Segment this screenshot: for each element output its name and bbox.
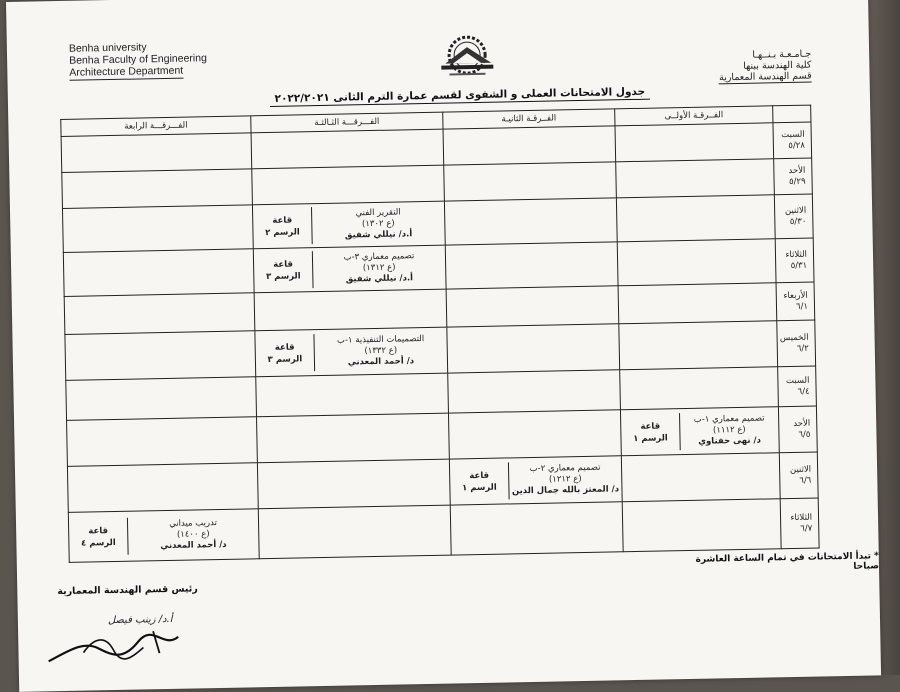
day-cell — [778, 366, 817, 407]
arabic-header — [719, 49, 812, 85]
empty-cell — [446, 286, 619, 327]
empty-cell — [61, 133, 252, 173]
empty-cell — [619, 321, 778, 370]
exam-cell — [255, 327, 448, 377]
empty-cell — [618, 283, 777, 324]
day-name: الأحد — [788, 165, 806, 176]
empty-cell — [252, 165, 445, 205]
day-date: ٦/٢ — [796, 343, 809, 354]
exam-cell — [68, 509, 259, 563]
room-label: قاعة الرسم ١ — [450, 462, 510, 500]
room-label: قاعة الرسم ٢ — [253, 207, 313, 245]
course-name: التقرير الفني — [355, 207, 401, 219]
day-name: الثلاثاء — [790, 512, 813, 523]
course-code: (ع ١٣٣٢) — [364, 345, 398, 357]
empty-cell — [66, 377, 257, 421]
day-cell — [774, 194, 813, 239]
course-name: تدريب ميداني — [169, 518, 218, 529]
empty-cell — [622, 499, 781, 552]
schedule-sheet — [6, 0, 881, 692]
university-name-ar: جـامـعـة بـنــهـا — [752, 48, 812, 61]
column-fourth-year: الفـــرقـــة الرابعة — [61, 116, 251, 137]
empty-cell — [448, 410, 621, 459]
exam-schedule-table — [60, 105, 819, 563]
examiner-name: أ.د/ نيللي شفيق — [344, 229, 413, 241]
day-cell — [773, 122, 812, 159]
empty-cell — [445, 242, 618, 289]
exam-cell — [449, 456, 622, 505]
day-cell — [775, 238, 814, 283]
day-date: ٦/٥ — [798, 429, 811, 440]
column-first-year: الفــرقـة الأولــى — [615, 106, 773, 126]
university-name: Benha university — [68, 41, 147, 55]
day-cell — [779, 452, 818, 499]
empty-cell — [447, 324, 620, 373]
course-name: التصميمات التنفيذية ١-ب — [336, 334, 425, 346]
course-name: تصميم معماري ١-ب — [693, 413, 765, 425]
empty-cell — [65, 331, 256, 381]
day-header — [773, 105, 811, 123]
day-cell — [774, 158, 813, 195]
department-head-title: رئيس قسم الهندسة المعمارية — [57, 583, 198, 598]
column-second-year: الفــرقـة الثانيـة — [443, 109, 615, 129]
examiner-name: د/ المعتز بالله جمال الدين — [511, 484, 620, 497]
empty-cell — [450, 502, 623, 555]
room-label: قاعة الرسم ٤ — [69, 518, 129, 556]
course-code: (ع ١٤٠٠) — [176, 529, 210, 540]
department-name-ar: قسم الهندسة المعمارية — [718, 70, 812, 84]
empty-cell — [251, 129, 444, 169]
day-date: ٥/٣١ — [790, 260, 808, 271]
room-label: قاعة الرسم ٣ — [255, 334, 315, 372]
day-name: الأحد — [793, 418, 811, 429]
exam-cell — [253, 245, 446, 293]
day-name: الثلاثاء — [785, 249, 808, 260]
exam-cell — [252, 201, 445, 249]
day-cell — [778, 406, 817, 453]
examiner-name: د/ نهى حفناوي — [698, 435, 762, 447]
day-cell — [776, 282, 815, 321]
empty-cell — [444, 162, 617, 201]
empty-cell — [67, 463, 258, 513]
examiner-name: د/ أحمد المعدني — [347, 356, 415, 368]
empty-cell — [67, 417, 258, 467]
day-name: الخميس — [779, 332, 809, 343]
course-name: تصميم معماري ٣-ب — [343, 251, 415, 263]
examiner-name: د/ أحمد المعدني — [160, 539, 227, 552]
handwritten-signature-icon — [43, 619, 184, 672]
faculty-name: Benha Faculty of Engineering — [69, 52, 207, 67]
page-title: جدول الامتحانات العملى و الشفوى لقسم عمارة الترم الثانى ٢٠٢٢/٢٠٢١ — [270, 86, 650, 107]
day-name: السبت — [785, 375, 810, 386]
faculty-logo-icon — [435, 33, 500, 82]
exam-start-note: * تبدأ الامتحانات في تمام الساعة العاشرة صباحا — [695, 551, 880, 572]
course-name: تصميم معماري ٢-ب — [529, 462, 601, 475]
day-date: ٥/٢٩ — [788, 176, 806, 187]
course-code: (ع ١٣٠٢) — [361, 218, 395, 230]
empty-cell — [63, 249, 254, 297]
empty-cell — [616, 195, 775, 242]
english-header — [69, 40, 207, 81]
day-date: ٦/٤ — [797, 386, 810, 397]
empty-cell — [254, 289, 447, 331]
day-name: السبت — [781, 129, 805, 140]
empty-cell — [257, 413, 450, 463]
empty-cell — [615, 123, 774, 162]
empty-cell — [617, 239, 776, 286]
signer-name: أ.د/ زينب فيصل — [107, 613, 173, 627]
empty-cell — [620, 367, 779, 410]
empty-cell — [62, 205, 253, 253]
empty-cell — [448, 370, 621, 413]
empty-cell — [616, 159, 775, 198]
empty-cell — [256, 373, 449, 417]
empty-cell — [621, 453, 780, 502]
day-date: ٥/٣٠ — [789, 216, 807, 227]
day-date: ٦/٦ — [799, 475, 812, 486]
empty-cell — [444, 198, 617, 245]
empty-cell — [64, 293, 255, 335]
column-third-year: الفـــرقـــة الثـالثـة — [251, 112, 443, 133]
empty-cell — [258, 505, 451, 559]
faculty-name-ar: كلية الهندسة ببنها — [743, 59, 812, 72]
empty-cell — [443, 126, 616, 165]
day-name: الاثنين — [784, 205, 807, 216]
room-label: قاعة الرسم ٣ — [254, 251, 314, 289]
day-cell — [777, 320, 816, 367]
course-code: (ع ١١١٢) — [712, 424, 746, 436]
empty-cell — [62, 169, 253, 209]
day-name: الأربعاء — [783, 290, 808, 301]
day-date: ٥/٢٨ — [788, 140, 805, 151]
day-cell — [780, 498, 819, 549]
examiner-name: أ.د/ نيللي شفيق — [345, 273, 414, 285]
exam-cell — [620, 407, 779, 456]
course-code: (ع ١٣١٢) — [362, 262, 396, 274]
department-name: Architecture Department — [69, 64, 184, 79]
day-date: ٦/٧ — [800, 523, 813, 534]
day-name: الاثنين — [789, 464, 812, 475]
room-label: قاعة الرسم ١ — [621, 413, 681, 451]
empty-cell — [257, 459, 450, 509]
course-code: (ع ١٢١٢) — [548, 474, 582, 485]
day-date: ٦/١ — [795, 301, 809, 312]
